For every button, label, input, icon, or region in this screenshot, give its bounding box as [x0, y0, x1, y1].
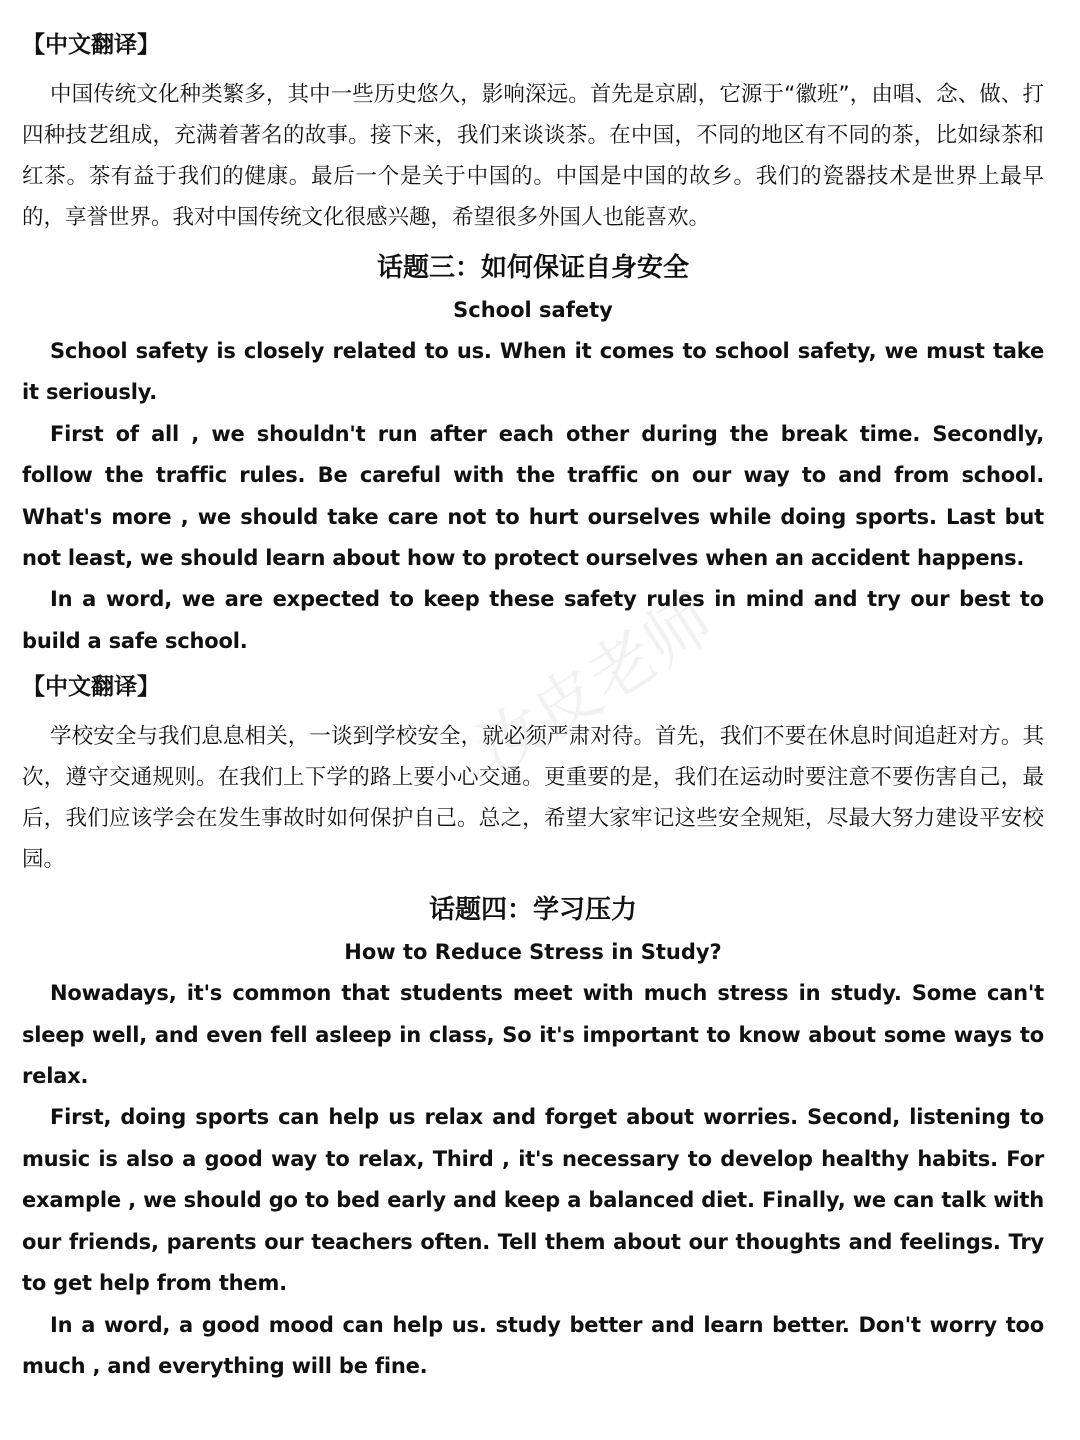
- essay-paragraph: First, doing sports can help us relax and forget about worries. Second, listening to music is also a good way to relax, Third , it's necessary to develop healthy habits. For example , we should go to bed early and keep a balanced diet. Finally, we can talk with our friends, parents our teachers often. Tell them about our thoughts and feelings. Try to get help from them.: [22, 1105, 1044, 1296]
- essay-paragraph: School safety is closely related to us. When it comes to school safety, we must take it seriously.: [22, 339, 1044, 405]
- essay-paragraph: Nowadays, it's common that students meet with much stress in study. Some can't sleep well, and even fell asleep in class, So it's important to know about some ways to relax.: [22, 981, 1044, 1089]
- topic-heading: 话题三：如何保证自身安全: [376, 253, 689, 283]
- document-page: [22, 24, 1044, 1387]
- translation-paragraph: 中国传统文化种类繁多，其中一些历史悠久，影响深远。首先是京剧，它源于“徽班”，由唱、念、做、打四种技艺组成，充满着著名的故事。接下来，我们来谈谈茶。在中国，不同的地区有不同的茶，比如绿茶和红茶。茶有益于我们的健康。最后一个是关于中国的。中国是中国的故乡。我们的瓷器技术是世界上最早的，享誉世界。我对中国传统文化很感兴趣，希望很多外国人也能喜欢。: [22, 82, 1044, 230]
- essay-paragraph: In a word, a good mood can help us. study better and learn better. Don't worry too much , and everything will be fine.: [22, 1312, 1044, 1378]
- watermark: 汝皮老师: [463, 580, 727, 790]
- translation-label: 【中文翻译】: [22, 674, 160, 701]
- essay-title: How to Reduce Stress in Study?: [344, 940, 722, 965]
- essay-paragraph: In a word, we are expected to keep these safety rules in mind and try our best to build a safe school.: [22, 587, 1044, 653]
- translation-paragraph: 学校安全与我们息息相关，一谈到学校安全，就必须严肃对待。首先，我们不要在休息时间追赶对方。其次，遵守交通规则。在我们上下学的路上要小心交通。更重要的是，我们在运动时要注意不要伤害自己，最后，我们应该学会在发生事故时如何保护自己。总之，希望大家牢记这些安全规矩，尽最大努力建设平安校园。: [22, 724, 1044, 873]
- essay-title: School safety: [453, 298, 613, 322]
- translation-label: 【中文翻译】: [22, 32, 160, 58]
- topic-heading: 话题四：学习压力: [428, 895, 637, 926]
- essay-paragraph: First of all , we shouldn't run after each other during the break time. Secondly, follow the traffic rules. Be careful with the traffic on our way to and from school. What's more , we should take care not to hurt ourselves while doing sports. Last but not least, we should learn about how to protect ourselves when an accident happens.: [22, 421, 1044, 571]
